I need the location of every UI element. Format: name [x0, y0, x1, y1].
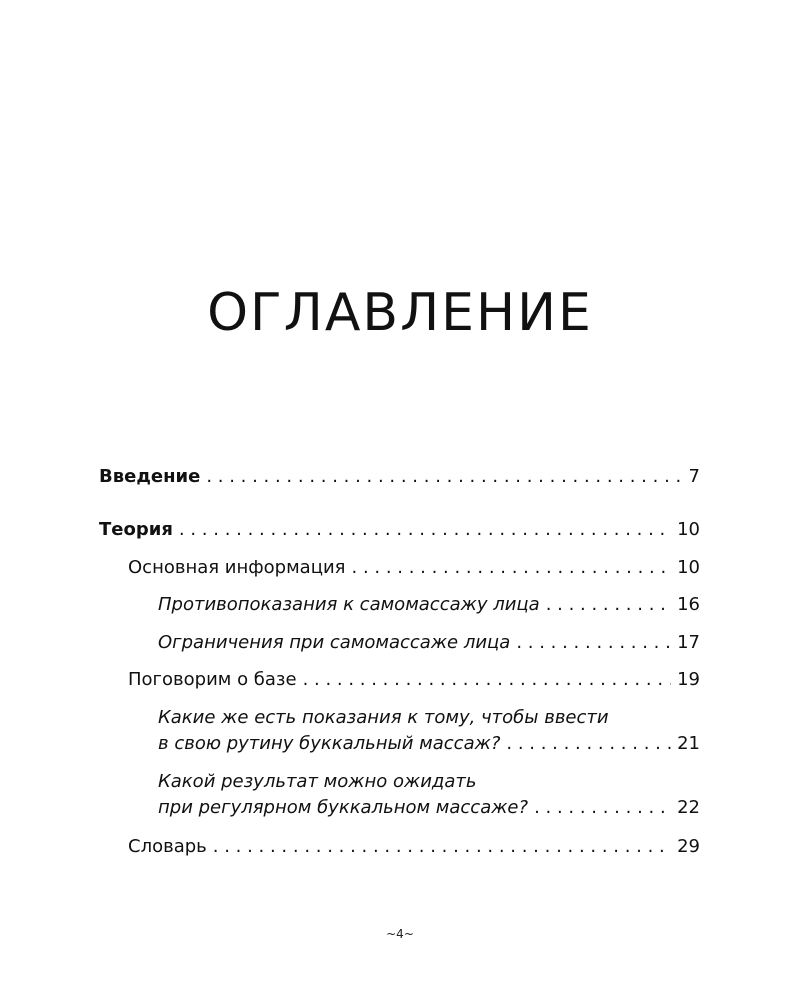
toc-entry-limitations[interactable] [0, 630, 700, 656]
toc-entry-indications[interactable] [0, 705, 700, 757]
toc-entry-theory[interactable] [0, 517, 700, 543]
page-title: ОГЛАВЛЕНИЕ [207, 283, 593, 343]
toc-leader-dots [213, 834, 671, 860]
toc-entry-title-first-line: Какие же есть показания к тому, чтобы ввести [158, 707, 609, 728]
toc-page-number: 19 [677, 669, 700, 690]
toc-leader-dots [303, 667, 672, 693]
toc-page-number: 10 [677, 557, 700, 578]
toc-leader-dots [179, 517, 671, 543]
toc-entry-title: Основная информация [128, 557, 346, 578]
toc-entry-title: Поговорим о базе [128, 669, 297, 690]
toc-page-number: 7 [688, 466, 700, 487]
toc-entry-introduction[interactable] [0, 464, 700, 490]
toc-entry-title: Теория [99, 519, 173, 540]
toc-leader-dots [352, 555, 672, 581]
toc-page-number: 17 [677, 632, 700, 653]
toc-entry-title: Противопоказания к самомассажу лица [158, 594, 540, 615]
toc-entry-basic-info[interactable] [0, 555, 700, 581]
toc-entry-results[interactable] [0, 769, 700, 821]
toc-page-number: 29 [677, 836, 700, 857]
toc-leader-dots [506, 731, 671, 757]
toc-entry-title-first-line: Какой результат можно ожидать [158, 771, 477, 792]
toc-entry-glossary[interactable] [0, 834, 700, 860]
toc-entry-title: при регулярном буккальном массаже? [158, 797, 529, 818]
toc-page-number: 22 [677, 797, 700, 818]
toc-leader-dots [206, 464, 682, 490]
toc-entry-title: Ограничения при самомассаже лица [158, 632, 511, 653]
toc-entry-title: Словарь [128, 836, 207, 857]
toc-leader-dots [546, 592, 671, 618]
page-number: ~4~ [386, 927, 414, 941]
toc-entry-contraindications[interactable] [0, 592, 700, 618]
toc-entry-title: Введение [99, 466, 201, 487]
toc-leader-dots [534, 795, 671, 821]
toc-page-number: 21 [677, 733, 700, 754]
toc-leader-dots [516, 630, 671, 656]
toc-page-number: 16 [677, 594, 700, 615]
toc-entry-title: в свою рутину буккальный массаж? [158, 733, 501, 754]
toc-entry-base[interactable] [0, 667, 700, 693]
toc-page-number: 10 [677, 519, 700, 540]
